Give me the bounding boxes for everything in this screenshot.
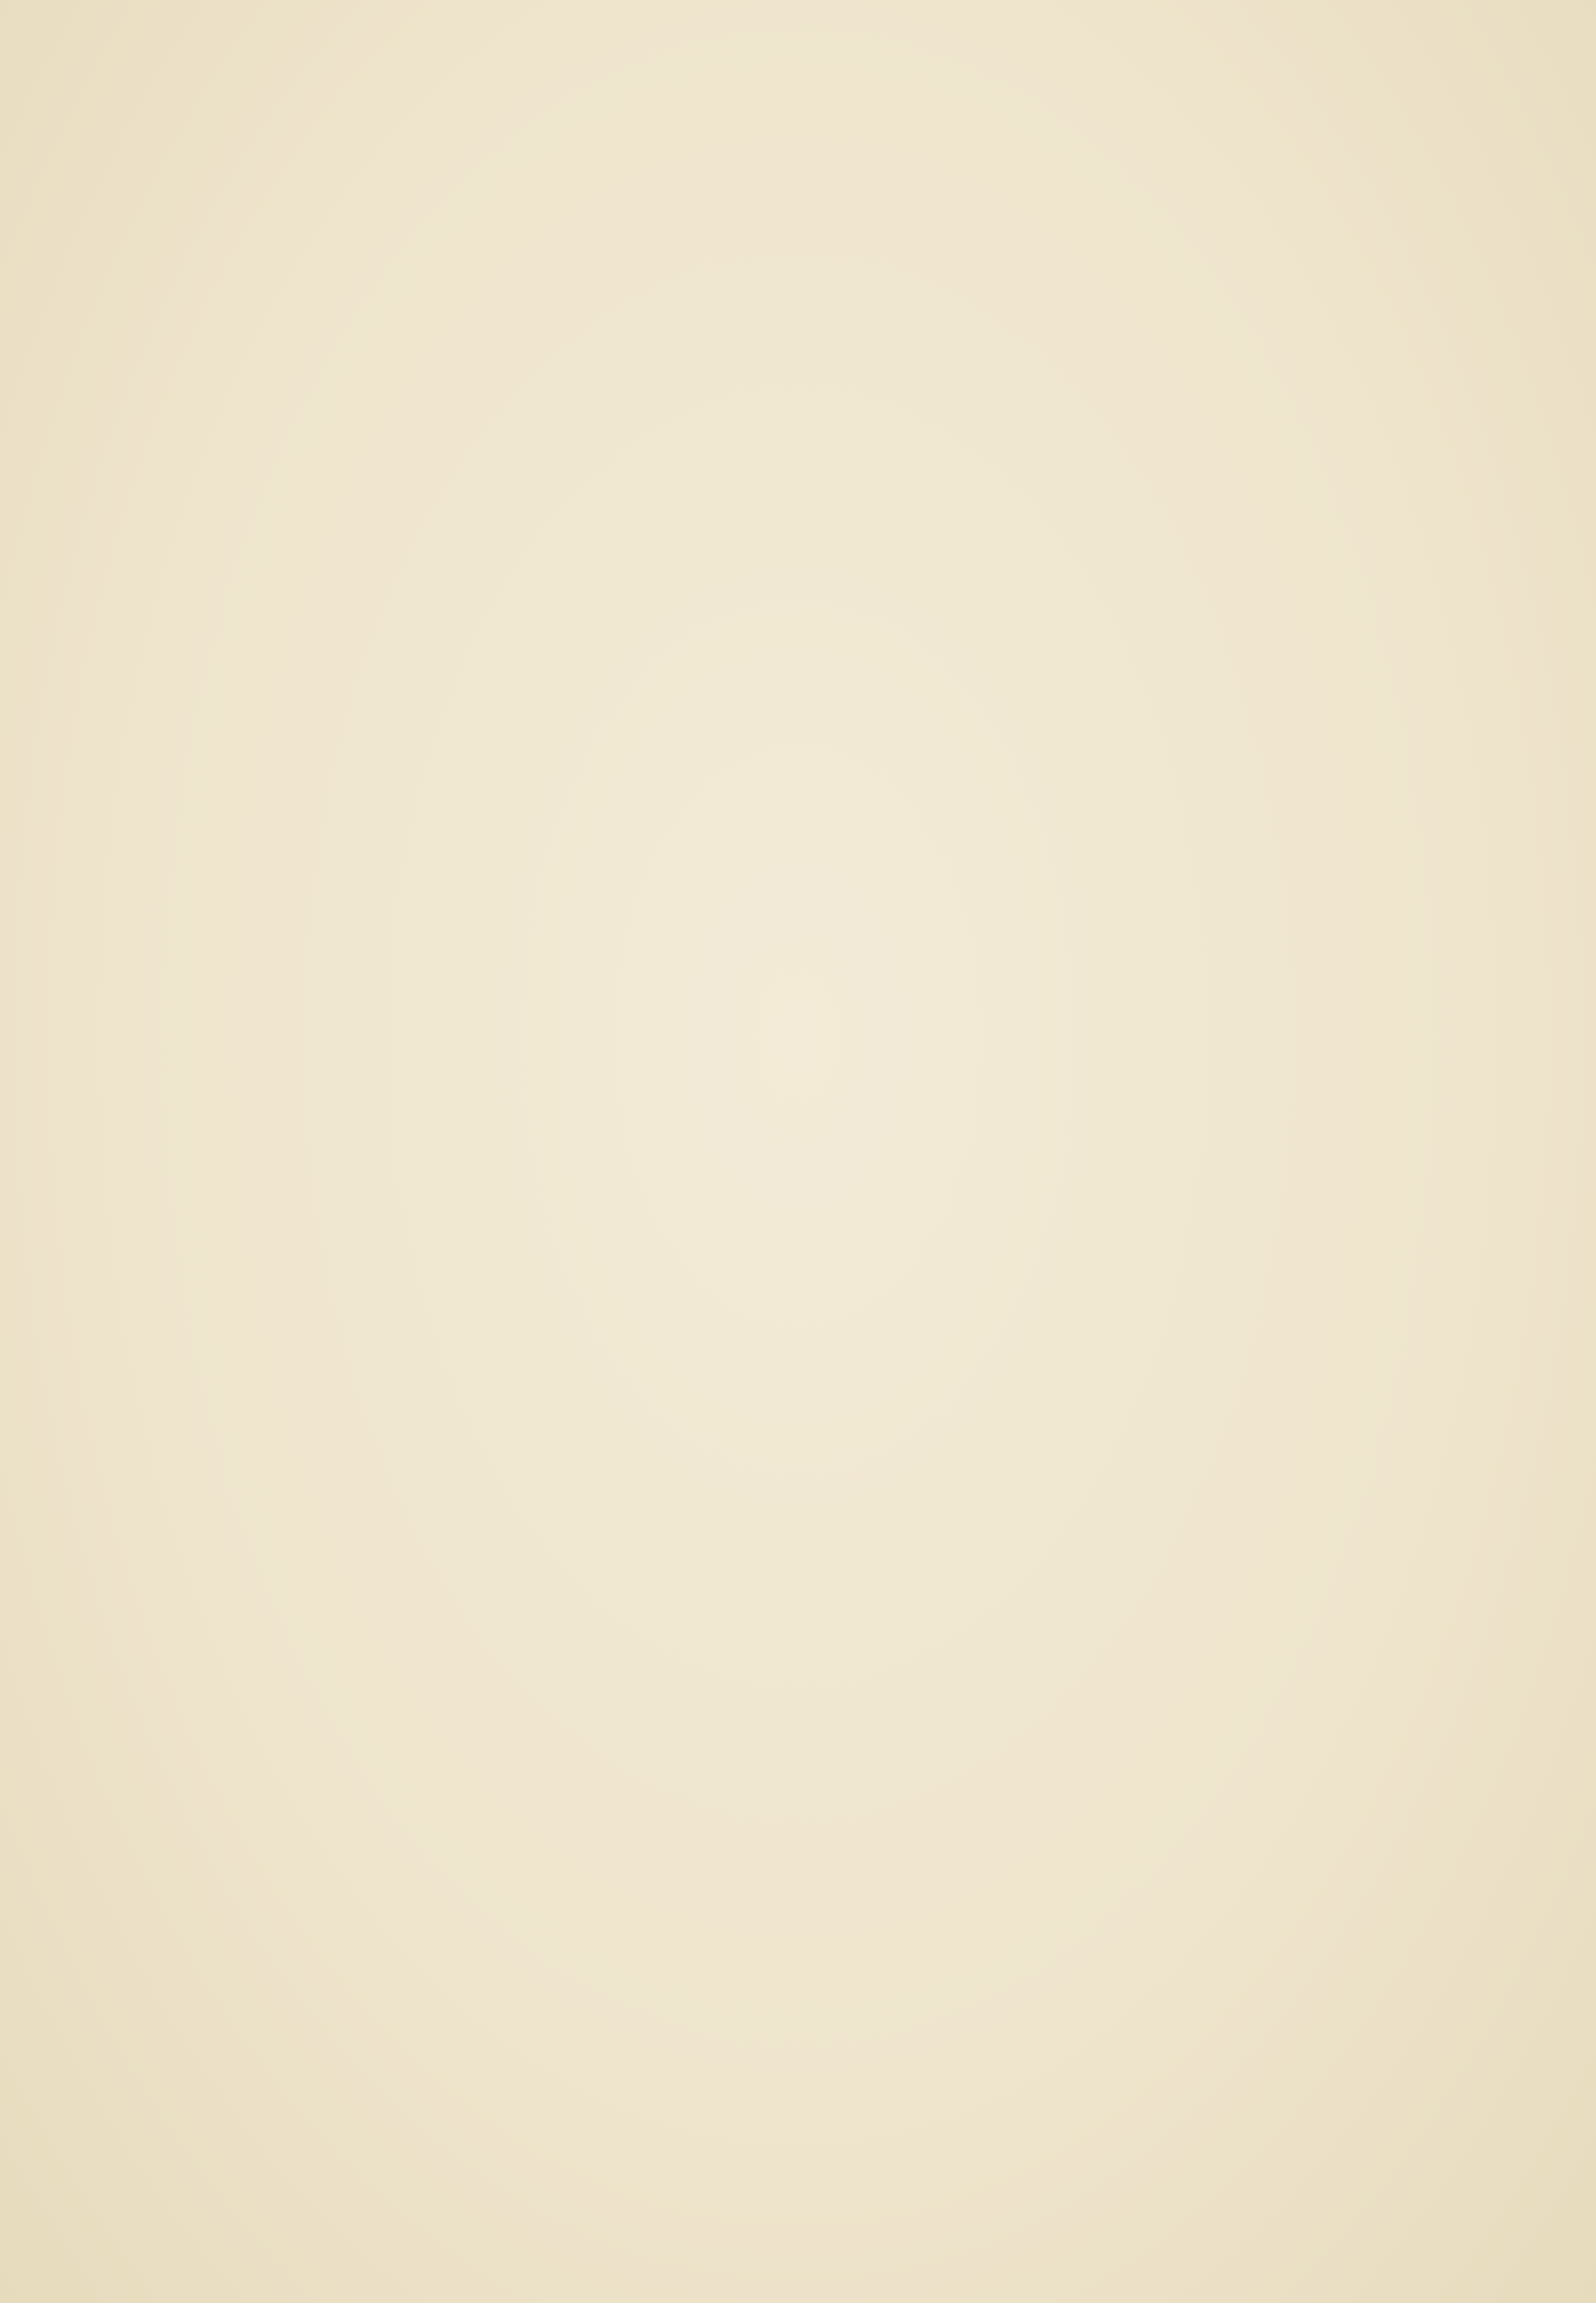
page-header xyxy=(172,106,1487,147)
